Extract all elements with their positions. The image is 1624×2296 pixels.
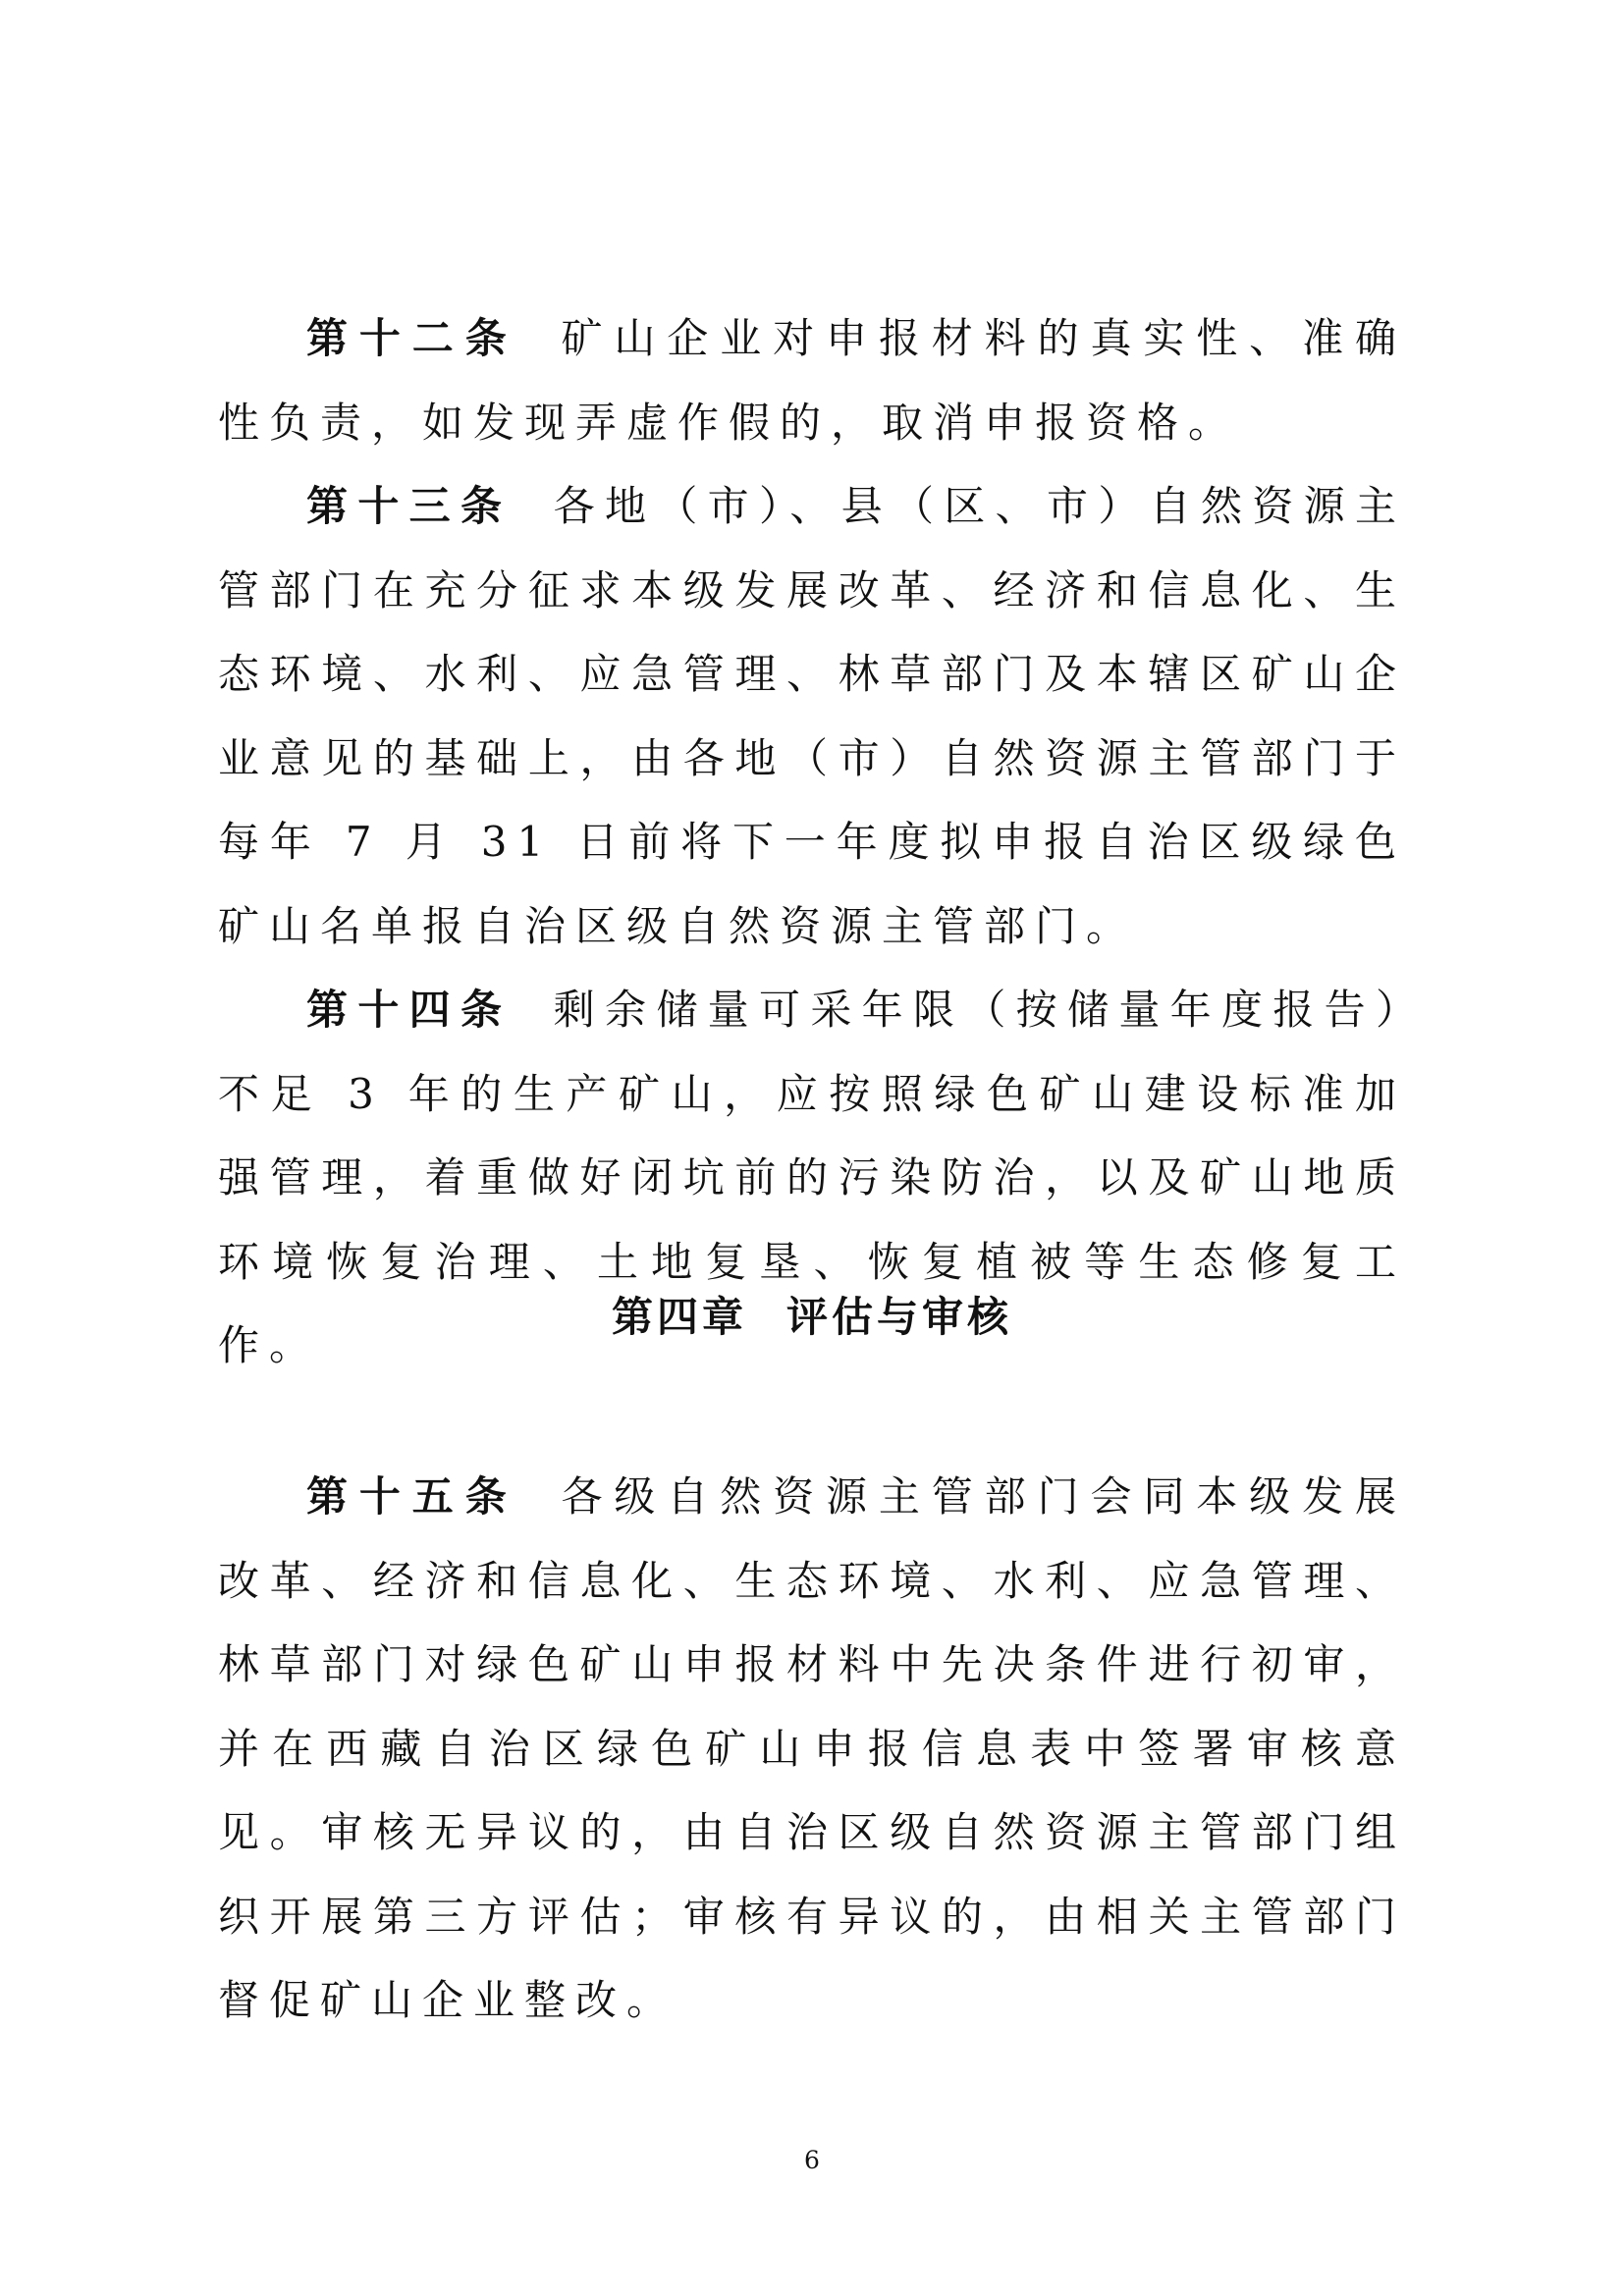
article-13	[218, 464, 1406, 968]
article-label: 第十四条	[306, 986, 513, 1034]
article-15	[218, 1455, 1406, 2043]
chapter-number: 第四章	[611, 1293, 747, 1341]
article-text: 各地（市）、县（区、市）自然资源主管部门在充分征求本级发展改革、经济和信息化、生态环境、水利、应急管理、林草部门及本辖区矿山企业意见的基础上，由各地（市）自然资源主管部门于每年 7 月 31 日前将下一年度拟申报自治区级绿色矿山名单报自治区级自然资源主管部门。	[218, 482, 1406, 950]
chapter-heading	[0, 1288, 1624, 1347]
chapter-title: 评估与审核	[786, 1293, 1013, 1341]
article-text: 各级自然资源主管部门会同本级发展改革、经济和信息化、生态环境、水利、应急管理、林草部门对绿色矿山申报材料中先决条件进行初审，并在西藏自治区绿色矿山申报信息表中签署审核意见。审核无异议的，由自治区级自然资源主管部门组织开展第三方评估；审核有异议的，由相关主管部门督促矿山企业整改。	[218, 1472, 1406, 2024]
article-text: 矿山企业对申报材料的真实性、准确性负责，如发现弄虚作假的，取消申报资格。	[218, 314, 1406, 447]
article-12	[218, 296, 1406, 464]
article-label: 第十二条	[306, 314, 518, 362]
page-number: 6	[804, 2146, 820, 2174]
articles-section-top	[218, 296, 1406, 1388]
articles-section-bottom	[218, 1455, 1406, 2043]
article-label: 第十三条	[306, 482, 513, 530]
article-text: 剩余储量可采年限（按储量年度报告）不足 3 年的生产矿山，应按照绿色矿山建设标准加强管理，着重做好闭坑前的污染防治，以及矿山地质环境恢复治理、土地复垦、恢复植被等生态修复工作。	[218, 986, 1406, 1369]
article-label: 第十五条	[306, 1472, 518, 1521]
